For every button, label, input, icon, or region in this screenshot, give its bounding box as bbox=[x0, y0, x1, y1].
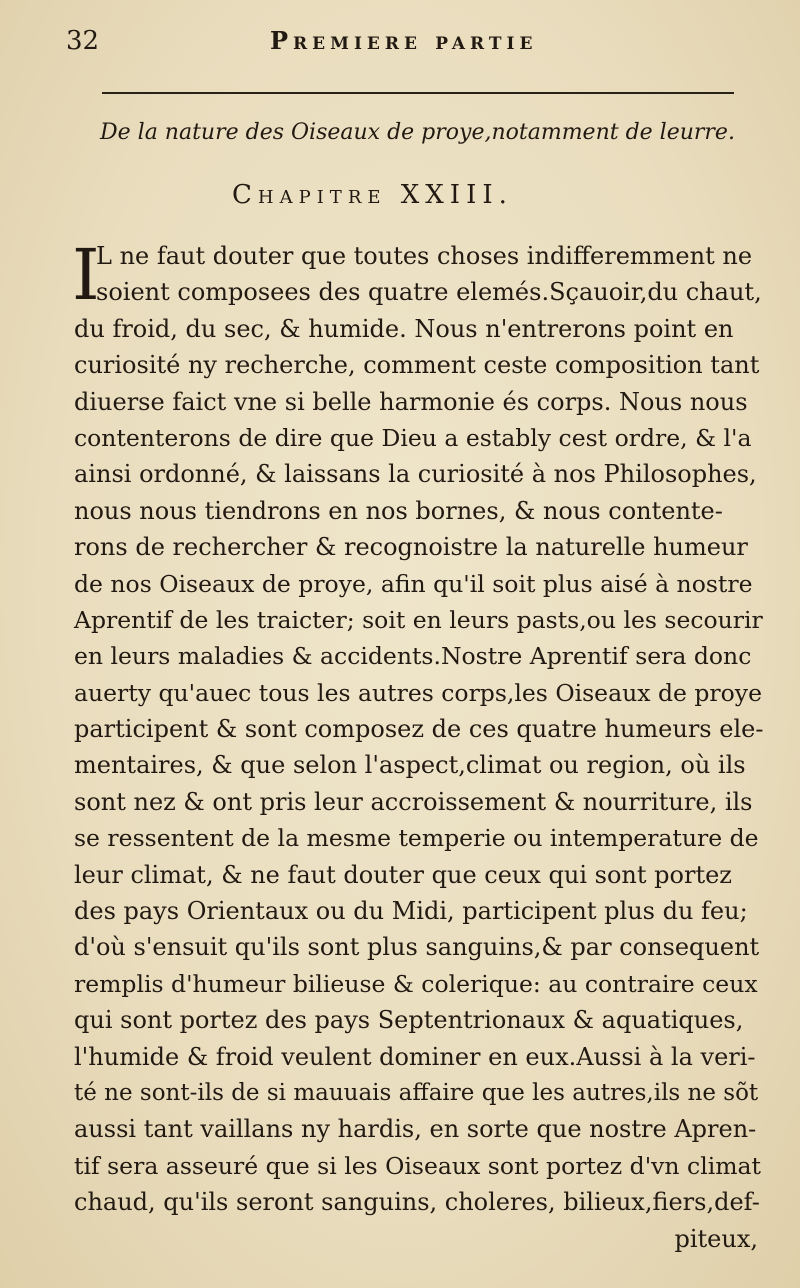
text-line: Aprentif de les traicter; soit en leurs pasts,ou les secourir bbox=[74, 605, 763, 634]
header-rule bbox=[102, 92, 734, 94]
chapter-heading: Chapitre XXIII. bbox=[232, 180, 513, 210]
text-line: en leurs maladies & accidents.Nostre Aprentif sera donc bbox=[74, 642, 752, 671]
body-text bbox=[72, 234, 764, 1257]
text-line: de nos Oiseaux de proye, afin qu'il soit plus aisé à nostre bbox=[74, 569, 753, 598]
text-line: té ne sont-ils de si mauuais affaire que les autres,ils ne sõt bbox=[74, 1079, 759, 1106]
text-line: remplis d'humeur bilieuse & colerique: au contraire ceux bbox=[74, 969, 758, 998]
text-line: chaud, qu'ils seront sanguins, choleres, bilieux,fiers,def- bbox=[74, 1188, 760, 1217]
text-line: tif sera asseuré que si les Oiseaux sont portez d'vn climat bbox=[74, 1151, 761, 1180]
text-line: nous nous tiendrons en nos bornes, & nous contente- bbox=[74, 496, 723, 525]
text-line: qui sont portez des pays Septentrionaux & aquatiques, bbox=[74, 1006, 744, 1035]
drop-cap: I bbox=[72, 234, 100, 316]
text-line: contenterons de dire que Dieu a estably cest ordre, & l'a bbox=[74, 423, 752, 452]
text-line: sont nez & ont pris leur accroissement & nourriture, ils bbox=[74, 787, 753, 816]
text-line: diuerse faict vne si belle harmonie és corps. Nous nous bbox=[74, 387, 748, 416]
section-subtitle: De la nature des Oiseaux de proye,notamment de leurre. bbox=[100, 120, 735, 145]
running-head: Premiere partie bbox=[270, 26, 538, 55]
text-line: ainsi ordonné, & laissans la curiosité à nos Philosophes, bbox=[74, 460, 757, 489]
text-line: du froid, du sec, & humide. Nous n'entrerons point en bbox=[74, 314, 734, 343]
text-line: des pays Orientaux ou du Midi, participent plus du feu; bbox=[74, 897, 748, 926]
text-line: soient composees des quatre elemés.Sçauoir,du chaut, bbox=[96, 278, 762, 307]
text-line: leur climat, & ne faut douter que ceux qui sont portez bbox=[74, 860, 732, 889]
text-line: mentaires, & que selon l'aspect,climat ou region, où ils bbox=[74, 751, 746, 780]
text-line: L ne faut douter que toutes choses indifferemment ne bbox=[96, 242, 753, 270]
catchword: piteux, bbox=[674, 1224, 758, 1253]
text-line: auerty qu'auec tous les autres corps,les Oiseaux de proye bbox=[74, 678, 762, 707]
text-line: curiosité ny recherche, comment ceste composition tant bbox=[74, 351, 760, 380]
text-line: d'où s'ensuit qu'ils sont plus sanguins,& par consequent bbox=[74, 933, 760, 962]
text-line: participent & sont composez de ces quatre humeurs ele- bbox=[74, 715, 764, 744]
text-line: rons de rechercher & recognoistre la naturelle humeur bbox=[74, 533, 748, 562]
page-number: 32 bbox=[66, 26, 100, 56]
text-line: l'humide & froid veulent dominer en eux.Aussi à la veri- bbox=[74, 1042, 756, 1071]
text-line: aussi tant vaillans ny hardis, en sorte que nostre Apren- bbox=[74, 1115, 757, 1144]
text-line: se ressentent de la mesme temperie ou intemperature de bbox=[74, 824, 759, 853]
